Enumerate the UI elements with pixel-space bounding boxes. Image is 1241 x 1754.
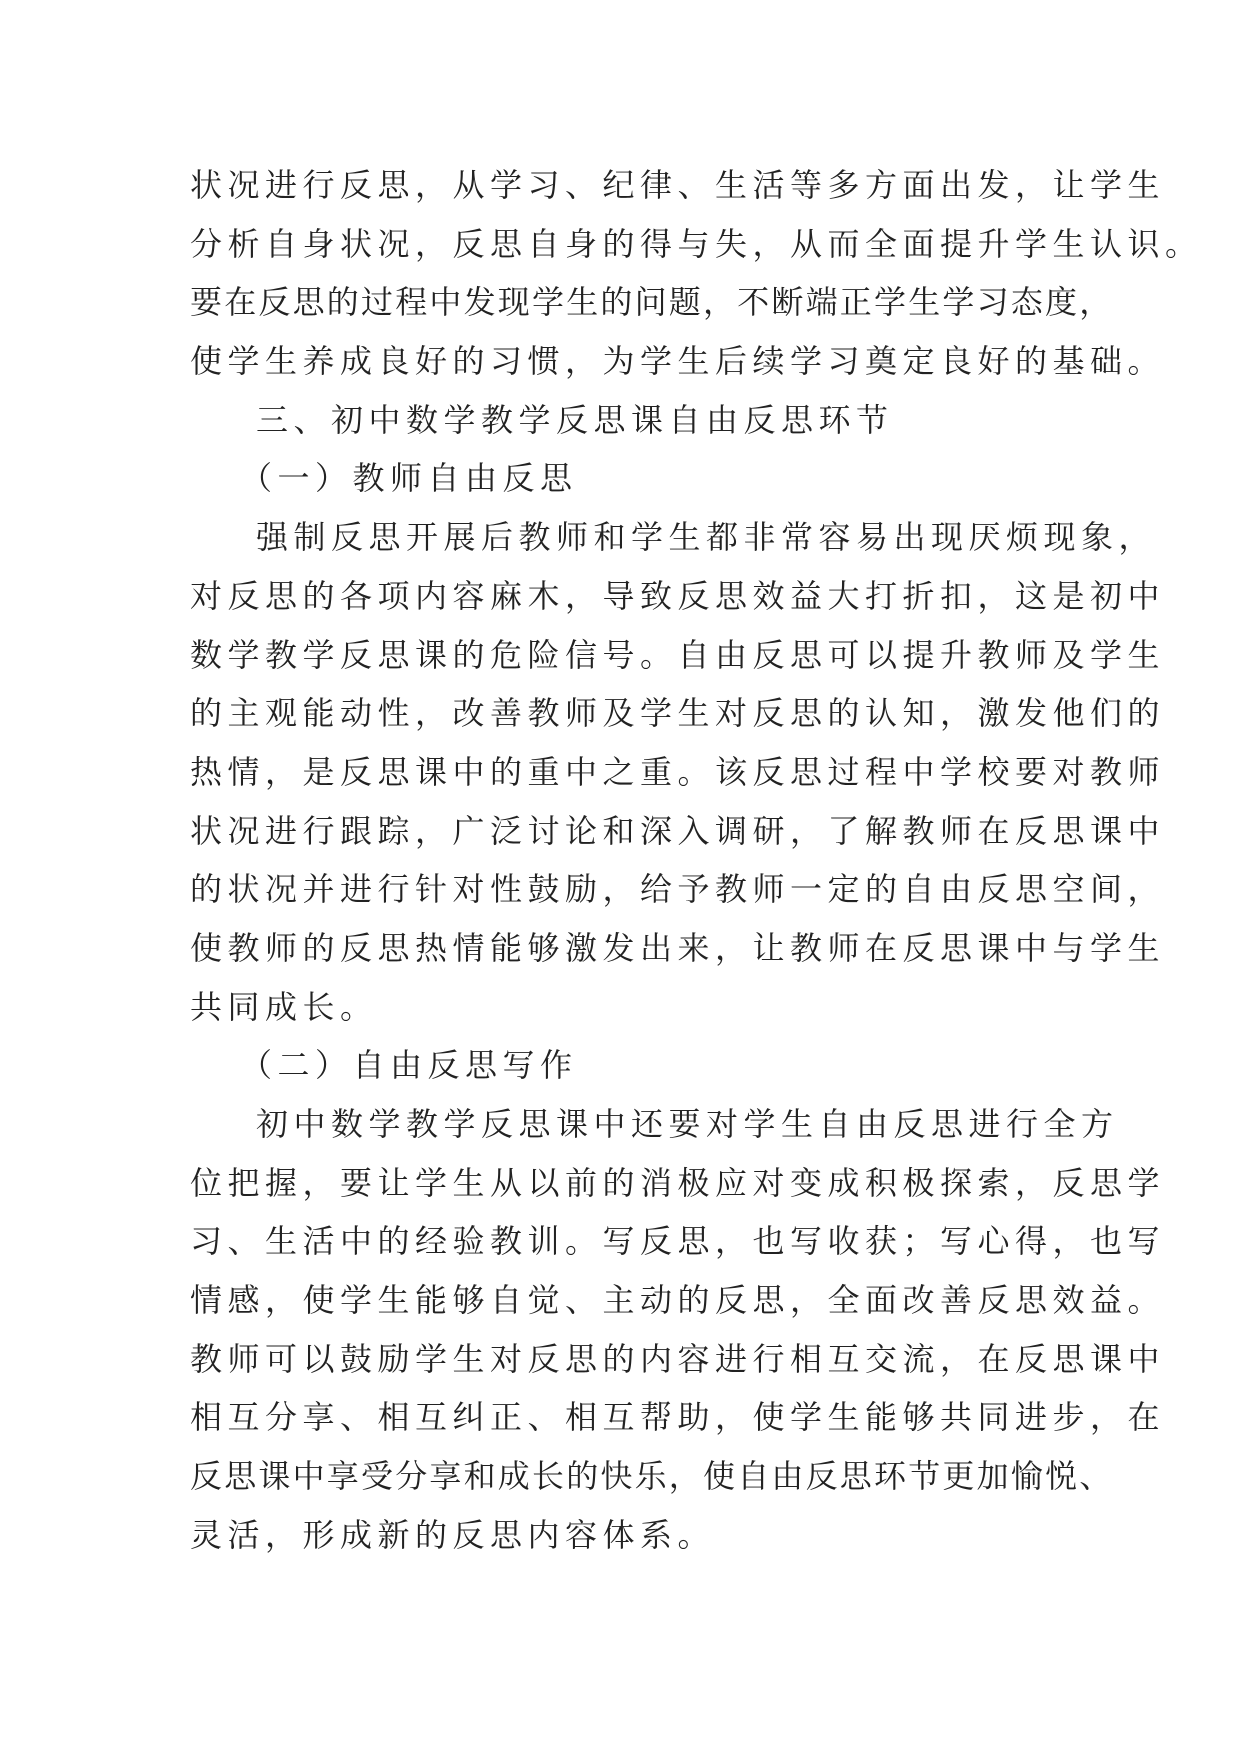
paragraph-line: 反思课中享受分享和成长的快乐，使自由反思环节更加愉悦、 — [190, 1457, 1114, 1496]
paragraph-line: 使学生养成良好的习惯，为学生后续学习奠定良好的基础。 — [190, 342, 1166, 381]
paragraph-line: 的状况并进行针对性鼓励，给予教师一定的自由反思空间， — [190, 870, 1166, 909]
paragraph-line: 数学教学反思课的危险信号。自由反思可以提升教师及学生 — [190, 635, 1166, 674]
paragraph-line: 初中数学教学反思课中还要对学生自由反思进行全方 — [256, 1105, 1119, 1143]
paragraph-line: 热情，是反思课中的重中之重。该反思过程中学校要对教师 — [190, 752, 1166, 791]
section-heading: 三、初中数学教学反思课自由反思环节 — [256, 400, 894, 439]
paragraph-line: 分析自身状况，反思自身的得与失，从而全面提升学生认识。 — [190, 224, 1203, 263]
paragraph-line: 相互分享、相互纠正、相互帮助，使学生能够共同进步，在 — [190, 1398, 1166, 1437]
paragraph-line: 的主观能动性，改善教师及学生对反思的认知，激发他们的 — [190, 694, 1166, 733]
subsection-heading: （一）教师自由反思 — [240, 459, 578, 498]
subsection-heading: （二）自由反思写作 — [240, 1046, 578, 1085]
document-body — [190, 156, 1203, 1565]
paragraph-line: 共同成长。 — [190, 987, 378, 1026]
paragraph-line: 习、生活中的经验教训。写反思，也写收获；写心得，也写 — [190, 1222, 1166, 1261]
paragraph-line: 强制反思开展后教师和学生都非常容易出现厌烦现象， — [256, 518, 1157, 557]
paragraph-line: 对反思的各项内容麻木，导致反思效益大打折扣，这是初中 — [190, 576, 1166, 615]
paragraph-line: 情感，使学生能够自觉、主动的反思，全面改善反思效益。 — [190, 1281, 1166, 1320]
paragraph-line: 要在反思的过程中发现学生的问题，不断端正学生学习态度， — [190, 283, 1114, 322]
paragraph-line: 使教师的反思热情能够激发出来，让教师在反思课中与学生 — [190, 928, 1166, 967]
paragraph-line: 状况进行反思，从学习、纪律、生活等多方面出发，让学生 — [190, 166, 1166, 204]
paragraph-line: 灵活，形成新的反思内容体系。 — [190, 1515, 716, 1554]
paragraph-line: 位把握，要让学生从以前的消极应对变成积极探索，反思学 — [190, 1163, 1166, 1202]
paragraph-line: 教师可以鼓励学生对反思的内容进行相互交流，在反思课中 — [190, 1339, 1166, 1378]
paragraph-line: 状况进行跟踪，广泛讨论和深入调研，了解教师在反思课中 — [190, 811, 1166, 850]
